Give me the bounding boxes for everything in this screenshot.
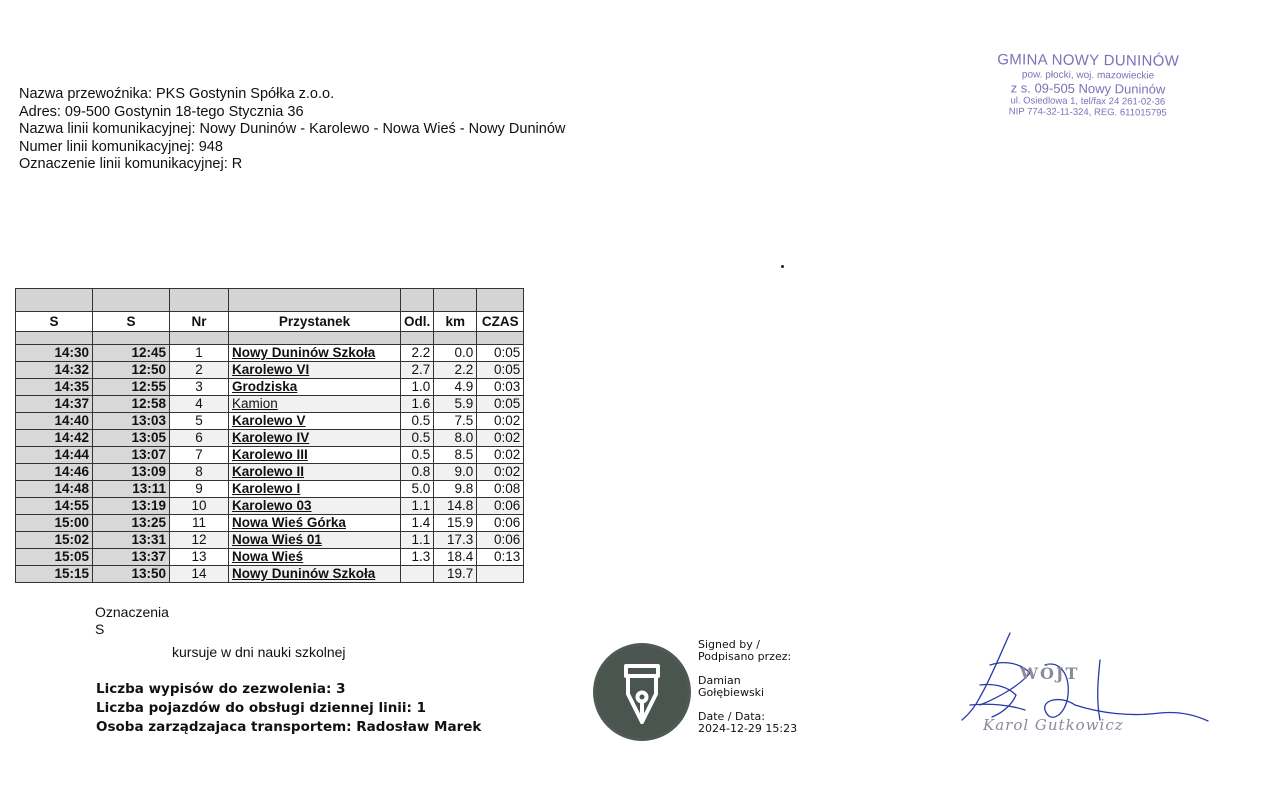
stop-distance: 0.8 [401, 464, 434, 481]
stop-distance: 2.2 [401, 345, 434, 362]
stamp-line-2: z s. 09-505 Nowy Duninów [1010, 80, 1166, 97]
pen-nib-icon [592, 642, 692, 742]
departure-time-2: 13:50 [93, 566, 170, 583]
stop-name: Karolewo V [229, 413, 401, 430]
table-row [16, 430, 524, 447]
stop-number: 14 [170, 566, 229, 583]
stop-number: 3 [170, 379, 229, 396]
stop-distance: 1.0 [401, 379, 434, 396]
stop-time: 0:06 [477, 532, 524, 549]
stop-km: 15.9 [434, 515, 477, 532]
stop-distance [401, 566, 434, 583]
stop-number: 10 [170, 498, 229, 515]
date-label: Date / Data: [698, 710, 765, 723]
stop-number: 13 [170, 549, 229, 566]
stop-name: Nowy Duninów Szkoła [229, 566, 401, 583]
line-number: Numer linii komunikacyjnej: 948 [19, 138, 223, 155]
departure-time-1: 15:05 [16, 549, 93, 566]
stop-time: 0:05 [477, 362, 524, 379]
departure-time-2: 12:55 [93, 379, 170, 396]
timetable [15, 288, 524, 583]
stop-number: 8 [170, 464, 229, 481]
stamp-line-1: pow. płocki, woj. mazowieckie [1021, 69, 1155, 82]
stop-number: 12 [170, 532, 229, 549]
stop-name: Karolewo VI [229, 362, 401, 379]
stop-name: Kamion [229, 396, 401, 413]
legend-title: Oznaczenia [95, 604, 169, 620]
stop-time: 0:05 [477, 396, 524, 413]
departure-time-1: 14:37 [16, 396, 93, 413]
signed-by-label-1: Signed by / [698, 638, 760, 651]
stop-distance: 5.0 [401, 481, 434, 498]
departure-time-2: 13:03 [93, 413, 170, 430]
table-row [16, 566, 524, 583]
departure-time-1: 14:55 [16, 498, 93, 515]
digital-signature [698, 639, 797, 735]
departure-time-2: 13:11 [93, 481, 170, 498]
departure-time-2: 12:58 [93, 396, 170, 413]
carrier-address: Adres: 09-500 Gostynin 18-tego Stycznia 36 [19, 103, 304, 120]
departure-time-2: 13:07 [93, 447, 170, 464]
stop-km: 8.0 [434, 430, 477, 447]
stop-distance: 1.1 [401, 532, 434, 549]
table-top-band [16, 289, 524, 312]
stop-time [477, 566, 524, 583]
stop-name: Nowa Wieś [229, 549, 401, 566]
table-row [16, 464, 524, 481]
departure-time-2: 13:37 [93, 549, 170, 566]
stop-time: 0:06 [477, 515, 524, 532]
stop-name: Nowa Wieś 01 [229, 532, 401, 549]
departure-time-1: 14:42 [16, 430, 93, 447]
stop-number: 11 [170, 515, 229, 532]
stop-km: 0.0 [434, 345, 477, 362]
stop-number: 1 [170, 345, 229, 362]
departure-time-1: 15:00 [16, 515, 93, 532]
stop-distance: 0.5 [401, 413, 434, 430]
stop-name: Karolewo 03 [229, 498, 401, 515]
municipality-stamp [978, 51, 1199, 119]
stop-km: 19.7 [434, 566, 477, 583]
permit-stats [96, 680, 481, 737]
col-header-czas: CZAS [477, 312, 524, 332]
departure-time-1: 15:02 [16, 532, 93, 549]
col-header-s1: S [16, 312, 93, 332]
stop-number: 2 [170, 362, 229, 379]
departure-time-1: 14:32 [16, 362, 93, 379]
date-value: 2024-12-29 15:23 [698, 722, 798, 735]
stop-distance: 1.1 [401, 498, 434, 515]
table-row [16, 498, 524, 515]
table-row [16, 362, 524, 379]
stop-distance: 0.5 [401, 447, 434, 464]
table-row [16, 515, 524, 532]
stamp-line-3: ul. Osiedlowa 1, tel/fax 24 261-02-36 [1010, 95, 1166, 108]
stop-km: 2.2 [434, 362, 477, 379]
table-row [16, 379, 524, 396]
stop-time: 0:06 [477, 498, 524, 515]
departure-time-2: 12:50 [93, 362, 170, 379]
col-header-km: km [434, 312, 477, 332]
table-header-row [16, 312, 524, 332]
stop-km: 18.4 [434, 549, 477, 566]
line-mark: Oznaczenie linii komunikacyjnej: R [19, 156, 243, 172]
stop-name: Karolewo III [229, 447, 401, 464]
departure-time-2: 13:09 [93, 464, 170, 481]
table-row [16, 396, 524, 413]
stop-name: Karolewo I [229, 481, 401, 498]
line-name: Nazwa linii komunikacyjnej: Nowy Duninów - Karolewo - Nowa Wieś - Nowy Duninów [19, 121, 566, 137]
signed-by-label-2: Podpisano przez: [698, 650, 792, 663]
stamp-line-0: GMINA NOWY DUNINÓW [997, 51, 1180, 70]
stop-name: Karolewo II [229, 464, 401, 481]
stop-time: 0:13 [477, 549, 524, 566]
table-spacer [16, 332, 524, 345]
table-row [16, 447, 524, 464]
stop-distance: 0.5 [401, 430, 434, 447]
stop-time: 0:03 [477, 379, 524, 396]
stop-number: 9 [170, 481, 229, 498]
departure-time-1: 14:35 [16, 379, 93, 396]
table-row [16, 532, 524, 549]
departure-time-2: 13:19 [93, 498, 170, 515]
table-row [16, 481, 524, 498]
departure-time-1: 14:46 [16, 464, 93, 481]
carrier-name: Nazwa przewoźnika: PKS Gostynin Spółka z.o.o. [19, 86, 335, 102]
stop-km: 14.8 [434, 498, 477, 515]
stop-km: 7.5 [434, 413, 477, 430]
departure-time-1: 14:48 [16, 481, 93, 498]
scan-dot [781, 265, 784, 268]
stop-name: Nowy Duninów Szkoła [229, 345, 401, 362]
departure-time-1: 14:40 [16, 413, 93, 430]
stop-time: 0:02 [477, 464, 524, 481]
legend-symbol: S [95, 621, 105, 637]
stop-distance: 1.6 [401, 396, 434, 413]
departure-time-2: 13:05 [93, 430, 170, 447]
transport-manager: Osoba zarządzajaca transportem: Radosław Marek [96, 719, 482, 735]
col-header-nr: Nr [170, 312, 229, 332]
departure-time-1: 15:15 [16, 566, 93, 583]
signer-first-name: Damian [698, 674, 741, 687]
stop-km: 8.5 [434, 447, 477, 464]
carrier-info [19, 86, 565, 174]
stop-km: 17.3 [434, 532, 477, 549]
stop-time: 0:02 [477, 447, 524, 464]
col-header-stop: Przystanek [229, 312, 401, 332]
stop-distance: 2.7 [401, 362, 434, 379]
signer-last-name: Gołębiewski [698, 686, 765, 699]
stop-distance: 1.3 [401, 549, 434, 566]
stamp-line-4: NIP 774-32-11-324, REG. 611015795 [1008, 106, 1167, 119]
legend [95, 604, 346, 660]
departure-time-2: 13:25 [93, 515, 170, 532]
stop-name: Karolewo IV [229, 430, 401, 447]
departure-time-2: 12:45 [93, 345, 170, 362]
wojt-stamp-name: Karol Gutkowicz [983, 716, 1124, 734]
table-row [16, 345, 524, 362]
stop-time: 0:02 [477, 413, 524, 430]
stop-number: 6 [170, 430, 229, 447]
legend-description: kursuje w dni nauki szkolnej [172, 644, 346, 660]
stop-time: 0:05 [477, 345, 524, 362]
stop-km: 9.8 [434, 481, 477, 498]
stop-name: Grodziska [229, 379, 401, 396]
extracts-count: Liczba wypisów do zezwolenia: 3 [96, 681, 346, 697]
stop-number: 5 [170, 413, 229, 430]
vehicles-count: Liczba pojazdów do obsługi dziennej linii: 1 [96, 700, 427, 716]
stop-number: 7 [170, 447, 229, 464]
stop-distance: 1.4 [401, 515, 434, 532]
col-header-odl: Odl. [401, 312, 434, 332]
stop-km: 4.9 [434, 379, 477, 396]
stop-time: 0:02 [477, 430, 524, 447]
col-header-s2: S [93, 312, 170, 332]
stop-name: Nowa Wieś Górka [229, 515, 401, 532]
stop-km: 5.9 [434, 396, 477, 413]
wojt-stamp-title: WÓJT [1020, 664, 1080, 683]
table-row [16, 413, 524, 430]
stop-km: 9.0 [434, 464, 477, 481]
table-row [16, 549, 524, 566]
timetable-body [16, 345, 524, 583]
departure-time-2: 13:31 [93, 532, 170, 549]
stop-time: 0:08 [477, 481, 524, 498]
departure-time-1: 14:44 [16, 447, 93, 464]
departure-time-1: 14:30 [16, 345, 93, 362]
stop-number: 4 [170, 396, 229, 413]
